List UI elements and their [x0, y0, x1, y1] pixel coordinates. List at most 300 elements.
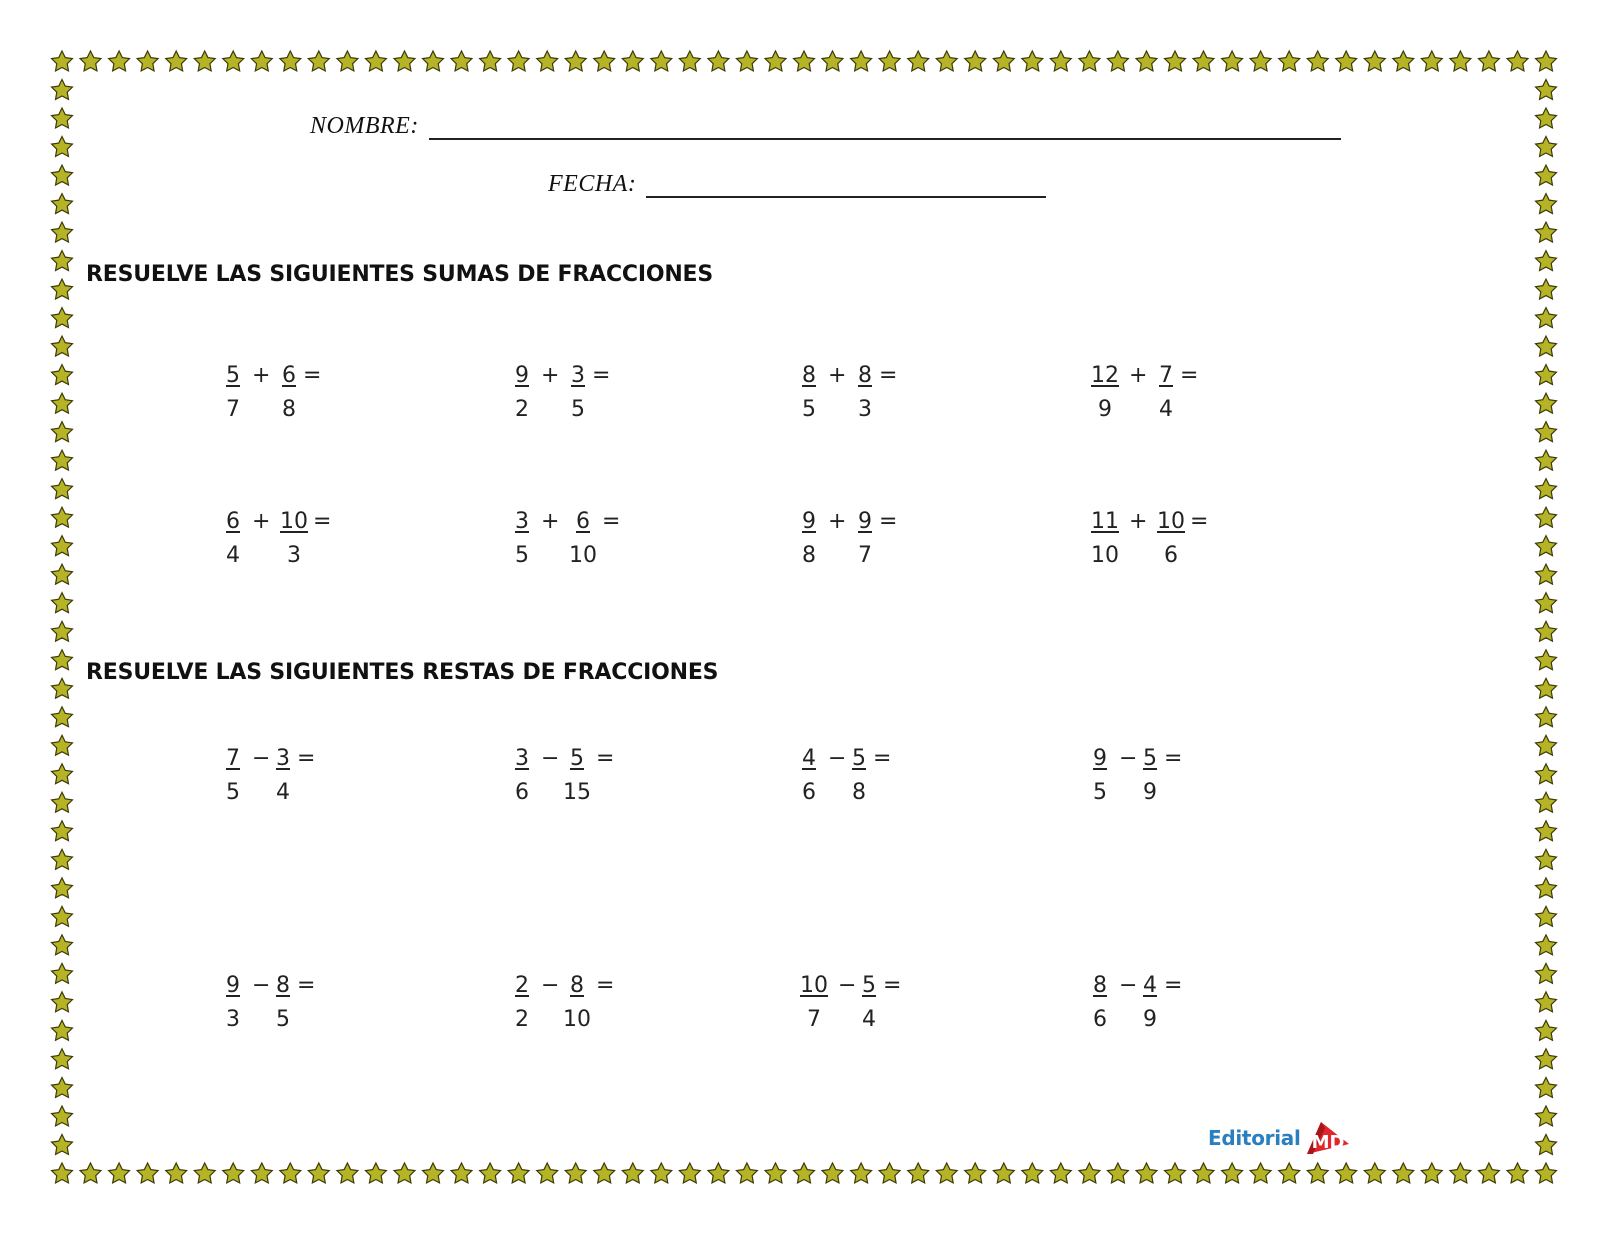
star-icon — [1050, 1163, 1071, 1183]
star-icon — [251, 51, 272, 71]
denominator: 9 — [1143, 780, 1157, 805]
fraction — [559, 972, 595, 1034]
star-icon — [80, 1163, 101, 1183]
star-icon — [1536, 621, 1557, 641]
fraction — [216, 508, 250, 570]
star-icon — [1536, 422, 1557, 442]
fraction — [792, 972, 836, 1034]
star-icon — [679, 51, 700, 71]
star-icon — [651, 51, 672, 71]
star-icon — [52, 1106, 73, 1126]
star-icon — [537, 51, 558, 71]
denominator: 3 — [226, 1007, 240, 1032]
denominator: 10 — [1091, 543, 1119, 568]
star-icon — [52, 849, 73, 869]
star-icon — [851, 51, 872, 71]
fraction — [792, 508, 826, 570]
denominator: 15 — [563, 780, 591, 805]
star-icon — [1536, 1163, 1557, 1183]
star-icon — [451, 51, 472, 71]
star-icon — [1536, 51, 1557, 71]
star-icon — [1536, 308, 1557, 328]
equals-sign: = — [883, 973, 902, 998]
star-icon — [1136, 1163, 1157, 1183]
star-icon — [52, 707, 73, 727]
star-icon — [1536, 1135, 1557, 1155]
denominator: 6 — [515, 780, 529, 805]
numerator: 9 — [515, 363, 529, 388]
minus-operator: − — [541, 973, 560, 998]
fraction — [505, 508, 539, 570]
star-icon — [1364, 51, 1385, 71]
star-icon — [1022, 1163, 1043, 1183]
star-icon — [52, 80, 73, 100]
star-icon — [52, 650, 73, 670]
star-icon — [52, 279, 73, 299]
star-icon — [1536, 393, 1557, 413]
star-icon — [1107, 51, 1128, 71]
numerator: 3 — [515, 509, 529, 534]
star-icon — [223, 1163, 244, 1183]
star-icon — [965, 1163, 986, 1183]
star-icon — [1136, 51, 1157, 71]
fraction — [792, 745, 826, 807]
fraction — [505, 745, 539, 807]
equals-sign: = — [313, 509, 332, 534]
denominator: 7 — [226, 397, 240, 422]
sums-section-title: RESUELVE LAS SIGUIENTES SUMAS DE FRACCIONES — [86, 262, 714, 287]
star-icon — [879, 51, 900, 71]
star-icon — [1536, 222, 1557, 242]
star-icon — [879, 1163, 900, 1183]
numerator: 5 — [226, 363, 240, 388]
star-icon — [622, 51, 643, 71]
star-icon — [52, 137, 73, 157]
star-icon — [1536, 251, 1557, 271]
equals-sign: = — [1190, 509, 1209, 534]
numerator: 6 — [282, 363, 296, 388]
star-icon — [794, 1163, 815, 1183]
star-icon — [52, 194, 73, 214]
star-icon — [736, 1163, 757, 1183]
star-icon — [52, 422, 73, 442]
star-icon — [1336, 1163, 1357, 1183]
star-icon — [52, 963, 73, 983]
equals-sign: = — [303, 363, 322, 388]
star-icon — [251, 1163, 272, 1183]
star-icon — [1536, 963, 1557, 983]
star-icon — [280, 51, 301, 71]
numerator: 3 — [276, 746, 290, 771]
star-icon — [1536, 137, 1557, 157]
denominator: 9 — [1098, 397, 1112, 422]
star-icon — [1050, 51, 1071, 71]
star-icon — [565, 1163, 586, 1183]
star-icon — [936, 1163, 957, 1183]
star-icon — [1250, 51, 1271, 71]
star-icon — [908, 51, 929, 71]
numerator: 6 — [576, 509, 590, 534]
equals-sign: = — [1180, 363, 1199, 388]
denominator: 6 — [1093, 1007, 1107, 1032]
name-input-line[interactable] — [429, 112, 1341, 140]
star-icon — [52, 564, 73, 584]
star-icon — [1536, 1078, 1557, 1098]
star-icon — [1279, 1163, 1300, 1183]
star-icon — [1536, 536, 1557, 556]
star-icon — [736, 51, 757, 71]
star-icon — [1536, 80, 1557, 100]
name-label: NOMBRE: — [310, 113, 419, 139]
star-icon — [594, 51, 615, 71]
denominator: 9 — [1143, 1007, 1157, 1032]
fraction — [1083, 362, 1127, 424]
numerator: 2 — [515, 973, 529, 998]
star-icon — [1421, 51, 1442, 71]
fraction — [852, 362, 878, 424]
plus-operator: + — [1129, 363, 1148, 388]
star-icon — [679, 1163, 700, 1183]
star-icon — [308, 51, 329, 71]
numerator: 3 — [515, 746, 529, 771]
numerator: 8 — [276, 973, 290, 998]
star-icon — [1478, 1163, 1499, 1183]
star-icon — [52, 108, 73, 128]
minus-operator: − — [252, 973, 271, 998]
star-icon — [936, 51, 957, 71]
star-icon — [622, 1163, 643, 1183]
star-icon — [1364, 1163, 1385, 1183]
star-icon — [1536, 365, 1557, 385]
fraction — [852, 508, 878, 570]
star-icon — [52, 764, 73, 784]
numerator: 9 — [802, 509, 816, 534]
denominator: 5 — [276, 1007, 290, 1032]
star-icon — [423, 1163, 444, 1183]
fraction — [1083, 508, 1127, 570]
equals-sign: = — [596, 973, 615, 998]
star-icon — [765, 1163, 786, 1183]
star-icon — [1536, 507, 1557, 527]
numerator: 8 — [802, 363, 816, 388]
denominator: 2 — [515, 1007, 529, 1032]
minus-operator: − — [838, 973, 857, 998]
star-icon — [1536, 992, 1557, 1012]
numerator: 11 — [1091, 509, 1119, 534]
star-icon — [1193, 1163, 1214, 1183]
star-icon — [337, 51, 358, 71]
star-icon — [480, 51, 501, 71]
minus-operator: − — [541, 746, 560, 771]
star-icon — [993, 1163, 1014, 1183]
date-input-line[interactable] — [646, 170, 1046, 198]
star-icon — [794, 51, 815, 71]
fraction — [1083, 745, 1117, 807]
star-icon — [52, 336, 73, 356]
star-icon — [565, 51, 586, 71]
fraction — [270, 745, 296, 807]
star-icon — [765, 51, 786, 71]
star-icon — [1536, 849, 1557, 869]
fraction — [1137, 972, 1163, 1034]
numerator: 5 — [852, 746, 866, 771]
name-field-row — [310, 112, 1341, 140]
equals-sign: = — [1164, 746, 1183, 771]
equals-sign: = — [297, 973, 316, 998]
star-icon — [708, 1163, 729, 1183]
numerator: 10 — [1157, 509, 1185, 534]
numerator: 3 — [571, 363, 585, 388]
fraction — [216, 745, 250, 807]
star-icon — [1165, 1163, 1186, 1183]
star-icon — [1536, 564, 1557, 584]
numerator: 9 — [858, 509, 872, 534]
star-icon — [993, 51, 1014, 71]
star-icon — [1022, 51, 1043, 71]
denominator: 4 — [226, 543, 240, 568]
fraction — [559, 745, 595, 807]
star-icon — [166, 51, 187, 71]
star-icon — [52, 393, 73, 413]
denominator: 4 — [276, 780, 290, 805]
star-icon — [166, 1163, 187, 1183]
denominator: 3 — [287, 543, 301, 568]
star-icon — [137, 1163, 158, 1183]
minus-operator: − — [1119, 746, 1138, 771]
numerator: 5 — [570, 746, 584, 771]
star-icon — [1536, 450, 1557, 470]
editorial-md-logo — [1208, 1118, 1353, 1158]
star-icon — [1536, 1106, 1557, 1126]
fraction — [565, 508, 601, 570]
date-label: FECHA: — [548, 171, 637, 197]
numerator: 12 — [1091, 363, 1119, 388]
star-icon — [52, 165, 73, 185]
star-icon — [1421, 1163, 1442, 1183]
star-icon — [451, 1163, 472, 1183]
numerator: 9 — [226, 973, 240, 998]
star-icon — [1193, 51, 1214, 71]
date-field-row — [548, 170, 1046, 198]
denominator: 8 — [282, 397, 296, 422]
fraction — [1153, 508, 1189, 570]
equals-sign: = — [297, 746, 316, 771]
numerator: 6 — [226, 509, 240, 534]
numerator: 7 — [1159, 363, 1173, 388]
denominator: 3 — [858, 397, 872, 422]
numerator: 5 — [862, 973, 876, 998]
plus-operator: + — [252, 363, 271, 388]
star-icon — [52, 308, 73, 328]
star-icon — [1222, 1163, 1243, 1183]
denominator: 4 — [1159, 397, 1173, 422]
denominator: 5 — [1093, 780, 1107, 805]
editorial-md-logo-icon — [1303, 1118, 1353, 1158]
denominator: 6 — [802, 780, 816, 805]
star-icon — [1165, 51, 1186, 71]
star-icon — [52, 878, 73, 898]
numerator: 4 — [802, 746, 816, 771]
minus-operator: − — [828, 746, 847, 771]
star-icon — [1536, 108, 1557, 128]
star-icon — [1536, 707, 1557, 727]
plus-operator: + — [252, 509, 271, 534]
star-icon — [52, 365, 73, 385]
fraction — [216, 972, 250, 1034]
star-icon — [52, 678, 73, 698]
fraction — [1083, 972, 1117, 1034]
star-icon — [1536, 878, 1557, 898]
star-icon — [308, 1163, 329, 1183]
denominator: 4 — [862, 1007, 876, 1032]
denominator: 10 — [569, 543, 597, 568]
denominator: 5 — [802, 397, 816, 422]
logo-mark-text: MD — [1311, 1132, 1344, 1153]
star-icon — [1536, 821, 1557, 841]
star-icon — [1393, 51, 1414, 71]
star-icon — [52, 1049, 73, 1069]
fraction — [276, 362, 302, 424]
star-icon — [52, 222, 73, 242]
star-icon — [109, 51, 130, 71]
star-icon — [822, 51, 843, 71]
star-icon — [80, 51, 101, 71]
denominator: 8 — [802, 543, 816, 568]
denominator: 2 — [515, 397, 529, 422]
star-icon — [52, 992, 73, 1012]
star-icon — [1536, 279, 1557, 299]
star-icon — [1079, 1163, 1100, 1183]
star-icon — [52, 507, 73, 527]
star-icon — [1536, 479, 1557, 499]
minus-operator: − — [1119, 973, 1138, 998]
star-icon — [1450, 1163, 1471, 1183]
star-icon — [52, 51, 73, 71]
star-icon — [1536, 1020, 1557, 1040]
star-icon — [1478, 51, 1499, 71]
star-icon — [52, 821, 73, 841]
equals-sign: = — [879, 363, 898, 388]
star-icon — [137, 51, 158, 71]
star-icon — [223, 51, 244, 71]
star-icon — [52, 479, 73, 499]
star-icon — [1507, 51, 1528, 71]
star-icon — [1507, 1163, 1528, 1183]
denominator: 7 — [807, 1007, 821, 1032]
star-icon — [52, 621, 73, 641]
numerator: 10 — [800, 973, 828, 998]
star-icon — [908, 1163, 929, 1183]
star-icon — [480, 1163, 501, 1183]
star-icon — [52, 450, 73, 470]
subtractions-section-title: RESUELVE LAS SIGUIENTES RESTAS DE FRACCIONES — [86, 660, 719, 685]
plus-operator: + — [1129, 509, 1148, 534]
fraction — [505, 362, 539, 424]
star-icon — [965, 51, 986, 71]
fraction — [270, 972, 296, 1034]
numerator: 8 — [570, 973, 584, 998]
denominator: 10 — [563, 1007, 591, 1032]
equals-sign: = — [879, 509, 898, 534]
star-icon — [1079, 51, 1100, 71]
numerator: 5 — [1143, 746, 1157, 771]
star-icon — [594, 1163, 615, 1183]
numerator: 4 — [1143, 973, 1157, 998]
star-icon — [1536, 336, 1557, 356]
star-icon — [1393, 1163, 1414, 1183]
star-icon — [1536, 906, 1557, 926]
star-icon — [52, 1020, 73, 1040]
star-icon — [651, 1163, 672, 1183]
star-icon — [851, 1163, 872, 1183]
denominator: 6 — [1164, 543, 1178, 568]
star-icon — [1107, 1163, 1128, 1183]
star-icon — [1536, 935, 1557, 955]
numerator: 9 — [1093, 746, 1107, 771]
star-icon — [1536, 593, 1557, 613]
star-icon — [508, 1163, 529, 1183]
star-icon — [1536, 735, 1557, 755]
star-icon — [52, 935, 73, 955]
numerator: 7 — [226, 746, 240, 771]
star-icon — [508, 51, 529, 71]
denominator: 5 — [515, 543, 529, 568]
star-icon — [1536, 678, 1557, 698]
plus-operator: + — [828, 509, 847, 534]
star-icon — [1536, 650, 1557, 670]
fraction — [1153, 362, 1179, 424]
denominator: 8 — [852, 780, 866, 805]
equals-sign: = — [592, 363, 611, 388]
star-icon — [52, 906, 73, 926]
denominator: 5 — [226, 780, 240, 805]
fraction — [846, 745, 872, 807]
fraction — [505, 972, 539, 1034]
fraction — [276, 508, 312, 570]
star-icon — [52, 593, 73, 613]
star-icon — [52, 792, 73, 812]
star-icon — [423, 51, 444, 71]
star-icon — [537, 1163, 558, 1183]
star-icon — [52, 1163, 73, 1183]
numerator: 8 — [858, 363, 872, 388]
numerator: 8 — [1093, 973, 1107, 998]
star-icon — [365, 51, 386, 71]
star-icon — [52, 1135, 73, 1155]
equals-sign: = — [1164, 973, 1183, 998]
equals-sign: = — [596, 746, 615, 771]
plus-operator: + — [541, 363, 560, 388]
star-icon — [109, 1163, 130, 1183]
star-icon — [1536, 764, 1557, 784]
star-icon — [52, 1078, 73, 1098]
star-icon — [1450, 51, 1471, 71]
star-icon — [1279, 51, 1300, 71]
star-icon — [280, 1163, 301, 1183]
star-icon — [1536, 1049, 1557, 1069]
star-icon — [52, 536, 73, 556]
star-icon — [52, 735, 73, 755]
star-icon — [394, 51, 415, 71]
star-icon — [52, 251, 73, 271]
star-icon — [1250, 1163, 1271, 1183]
fraction — [216, 362, 250, 424]
fraction — [792, 362, 826, 424]
fraction — [565, 362, 591, 424]
star-icon — [1222, 51, 1243, 71]
numerator: 10 — [280, 509, 308, 534]
plus-operator: + — [828, 363, 847, 388]
